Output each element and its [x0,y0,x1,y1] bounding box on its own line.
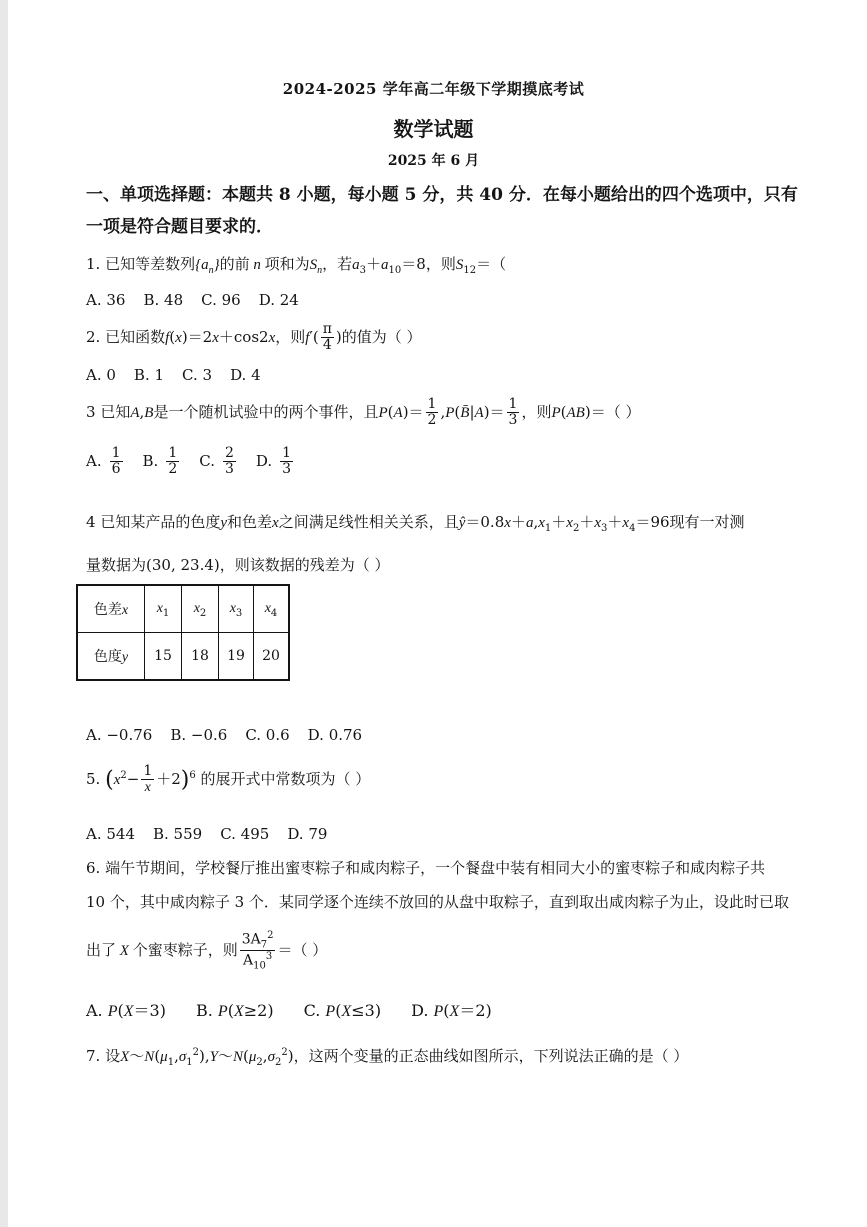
q2-option-d[interactable]: D. 4 [230,366,261,384]
scan-edge [0,0,8,1227]
table-cell: $x_2$ [182,585,219,633]
q1-option-a[interactable]: A. 36 [86,291,126,309]
q6-option-b[interactable]: B. P(X≥2) [195,1001,274,1020]
section-heading-line1: 一、单项选择题：本题共 8 小题，每小题 5 分，共 40 分．在每小题给出的四个选项中，只有 [86,185,798,205]
q6-options [86,998,510,1021]
q2-option-a[interactable]: A. 0 [86,366,116,384]
table-cell: 15 [145,633,182,681]
question-5: 5. ($x^2-$ $\frac{1}{x}$ ＋2)$^6$ 的展开式中常数项为（ ） [86,763,371,796]
q1-option-b[interactable]: B. 48 [143,291,184,309]
q1-options [86,291,317,309]
question-3: 3 已知A,B是一个随机试验中的两个事件，且P(A)＝ $\frac{1}{2}$ ,P(B̄|A)＝ $\frac{1}{3}$ ，则P(AB)＝（ ） [86,396,641,429]
q2-options [86,366,279,384]
section-heading-line2: 一项是符合题目要求的． [86,217,273,237]
exam-date: 2025 年 6 月 [387,153,480,169]
q5-option-a[interactable]: A. 544 [86,825,135,843]
table-cell: $x_3$ [219,585,254,633]
table-cell: $x_4$ [254,585,290,633]
table-cell: 20 [254,633,290,681]
question-4-line2: 量数据为(30, 23.4)，则该数据的残差为（ ） [86,556,390,574]
q6-option-a[interactable]: A. P(X＝3) [86,1001,166,1020]
table-row [77,633,289,681]
subject-title: 数学试题 [393,117,474,141]
q2-option-b[interactable]: B. 1 [133,366,165,384]
table-cell: 色差x [77,585,145,633]
q4-option-b[interactable]: B. −0.6 [170,726,228,744]
q5-option-c[interactable]: C. 495 [220,825,270,843]
q6-option-c[interactable]: C. P(X≤3) [303,1001,382,1020]
question-7: 7. 设$X\sim N(\mu_1,\sigma_1^2),Y\sim N(\mu_2,\sigma_2^2)$，这两个变量的正态曲线如图所示，下列说法正确的是（ ） [86,1047,689,1068]
question-4-line1: 4 已知某产品的色度y和色差x之间满足线性相关关系，且$ŷ=0.8x+a,x_1+x_2+x_3+x_4=96$现有一对测 [86,513,745,534]
table-cell: 18 [182,633,219,681]
table-row [77,585,289,633]
exam-title: 2024-2025 学年高二年级下学期摸底考试 [282,80,585,98]
question-2: 2. 已知函数f(x)＝2x＋cos2x，则f′( $\frac{\pi}{4}$ )的值为（ ） [86,321,422,354]
q3-option-a[interactable]: A. $\frac{1}{6}$ [86,445,121,478]
table-cell: $x_1$ [145,585,182,633]
q4-option-d[interactable]: D. 0.76 [307,726,363,744]
q4-option-a[interactable]: A. −0.76 [86,726,153,744]
question-1: 1. 已知等差数列$\{a_n\}$的前 n 项和为$S_n$，若$a_3+a_{10}=8$，则$S_{12}=$（ [86,255,507,276]
question-6-line1: 6. 端午节期间，学校餐厅推出蜜枣粽子和咸肉粽子，一个餐盘中装有相同大小的蜜枣粽子和咸肉粽子共 [86,859,766,877]
q2-option-c[interactable]: C. 3 [182,366,213,384]
table-cell: 19 [219,633,254,681]
q5-option-b[interactable]: B. 559 [153,825,203,843]
q4-option-c[interactable]: C. 0.6 [245,726,290,744]
q1-option-c[interactable]: C. 96 [201,291,241,309]
q3-option-d[interactable]: D. $\frac{1}{3}$ [255,445,292,478]
q1-option-d[interactable]: D. 24 [258,291,299,309]
q5-options [86,825,345,843]
q3-options [86,446,313,478]
data-table [76,584,290,681]
q3-option-b[interactable]: B. $\frac{1}{2}$ [142,445,178,478]
question-6-line2: 10 个，其中咸肉粽子 3 个．某同学逐个连续不放回的从盘中取粽子，直到取出咸肉粽子为止，设此时已取 [86,893,789,911]
q4-options [86,726,380,744]
q5-option-d[interactable]: D. 79 [287,825,328,843]
table-cell: 色度y [77,633,145,681]
question-6-line3: 出了 X 个蜜枣粽子，则 $\frac{3A_7^2}{A_{10}^3}$ ＝（ ） [86,930,328,972]
q6-option-d[interactable]: D. P(X＝2) [411,1001,492,1020]
q3-option-c[interactable]: C. $\frac{2}{3}$ [199,445,234,478]
